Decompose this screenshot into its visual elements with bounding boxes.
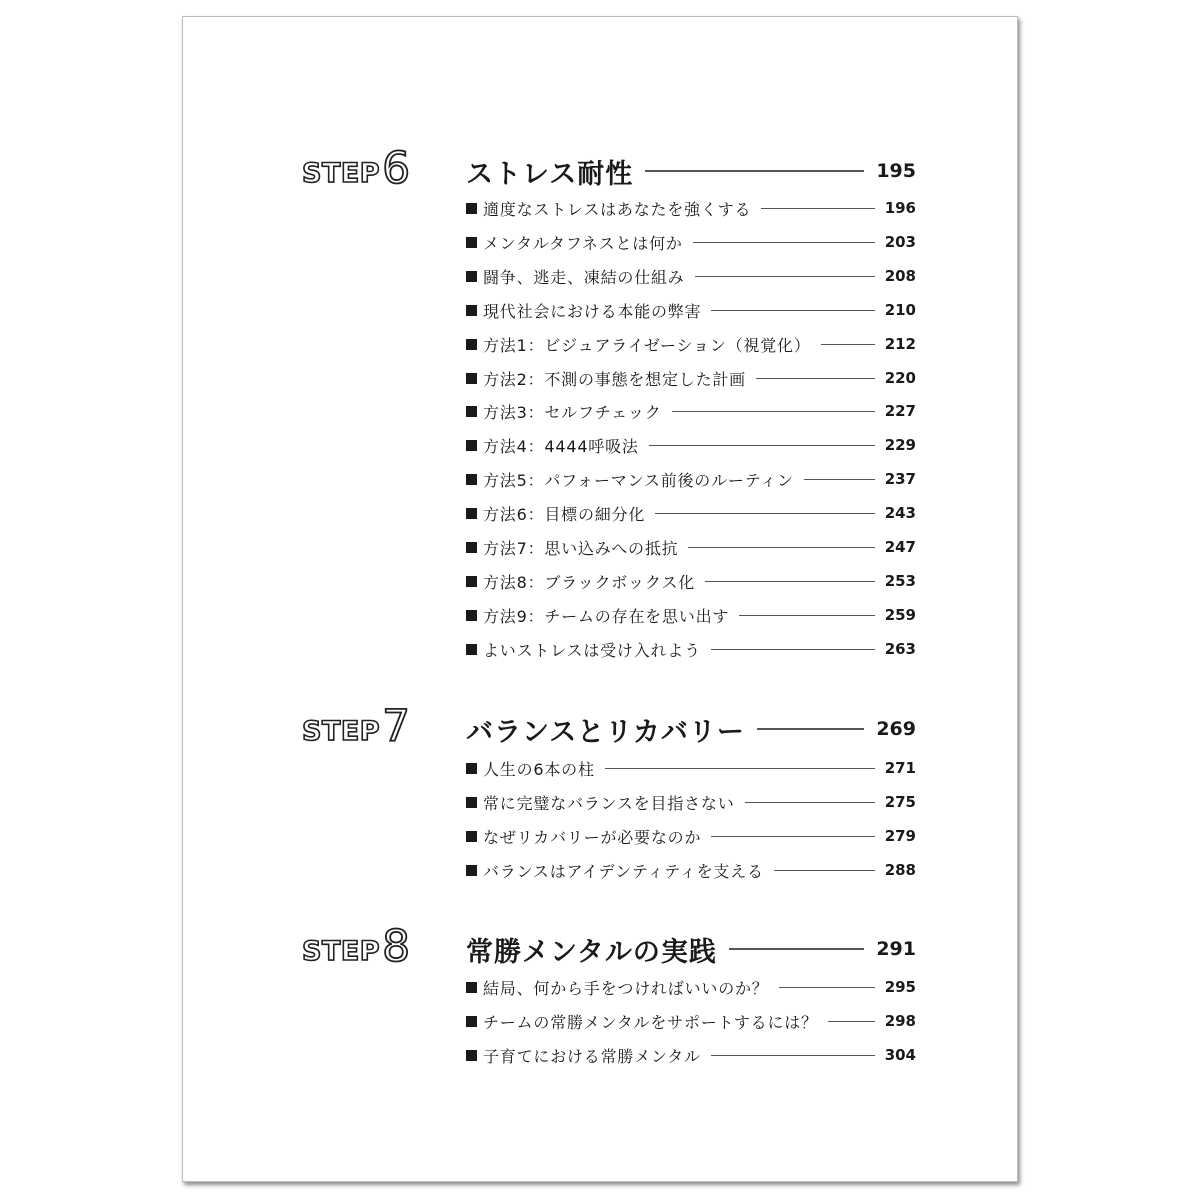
entry-title: 適度なストレスはあなたを強くする xyxy=(483,199,752,219)
leader-line xyxy=(672,411,875,412)
step-label xyxy=(302,143,434,194)
chapter-heading[interactable] xyxy=(466,711,916,747)
leader-line xyxy=(739,615,875,616)
chapter-title: バランスとリカバリー xyxy=(466,716,745,748)
square-bullet-icon xyxy=(466,797,477,808)
toc-entry[interactable] xyxy=(466,332,916,356)
entry-page-number: 220 xyxy=(884,369,916,387)
entry-page-number: 304 xyxy=(884,1046,916,1064)
entry-title: 常に完璧なバランスを目指さない xyxy=(483,793,735,813)
square-bullet-icon xyxy=(466,305,477,316)
entry-title: 方法1：ビジュアライゼーション（視覚化） xyxy=(483,335,811,355)
toc-entry[interactable] xyxy=(466,824,916,848)
entry-title: 闘争、逃走、凍結の仕組み xyxy=(483,267,685,287)
entry-page-number: 279 xyxy=(884,827,916,845)
book-page xyxy=(182,16,1018,1182)
toc-entry[interactable] xyxy=(466,535,916,559)
entry-title: 方法6：目標の細分化 xyxy=(483,504,646,524)
entry-title: 方法3：セルフチェック xyxy=(483,402,662,422)
entry-title: 方法9：チームの存在を思い出す xyxy=(483,606,730,626)
square-bullet-icon xyxy=(466,610,477,621)
leader-line xyxy=(693,242,875,243)
chapter-heading[interactable] xyxy=(466,931,916,967)
step-number: 6 xyxy=(382,143,411,194)
entry-page-number: 271 xyxy=(884,759,916,777)
chapter-page-number: 269 xyxy=(876,718,916,740)
entry-title: チームの常勝メンタルをサポートするには？ xyxy=(483,1012,818,1032)
chapter-title: ストレス耐性 xyxy=(466,158,634,190)
entry-page-number: 288 xyxy=(884,861,916,879)
square-bullet-icon xyxy=(466,339,477,350)
square-bullet-icon xyxy=(466,576,477,587)
toc-entry[interactable] xyxy=(466,637,916,661)
entry-title: よいストレスは受け入れよう xyxy=(483,640,701,660)
entry-title: 方法4：4444呼吸法 xyxy=(483,436,639,456)
square-bullet-icon xyxy=(466,644,477,655)
chapter-page-number: 291 xyxy=(876,938,916,960)
square-bullet-icon xyxy=(466,373,477,384)
square-bullet-icon xyxy=(466,1016,477,1027)
toc-entry[interactable] xyxy=(466,298,916,322)
leader-line xyxy=(695,276,875,277)
chapter-heading[interactable] xyxy=(466,153,916,189)
step-number: 8 xyxy=(382,921,411,972)
toc-entry[interactable] xyxy=(466,467,916,491)
toc-entry[interactable] xyxy=(466,366,916,390)
entry-page-number: 212 xyxy=(884,335,916,353)
entry-page-number: 298 xyxy=(884,1012,916,1030)
leader-line xyxy=(645,170,864,172)
leader-line xyxy=(711,310,874,311)
leader-line xyxy=(761,208,874,209)
square-bullet-icon xyxy=(466,1050,477,1061)
leader-line xyxy=(779,987,875,988)
square-bullet-icon xyxy=(466,440,477,451)
entry-page-number: 210 xyxy=(884,301,916,319)
leader-line xyxy=(756,378,875,379)
leader-line xyxy=(711,649,875,650)
leader-line xyxy=(711,1055,875,1056)
leader-line xyxy=(757,728,864,730)
square-bullet-icon xyxy=(466,865,477,876)
entry-page-number: 275 xyxy=(884,793,916,811)
entry-page-number: 253 xyxy=(884,572,916,590)
square-bullet-icon xyxy=(466,982,477,993)
toc-entry[interactable] xyxy=(466,790,916,814)
toc-entry[interactable] xyxy=(466,264,916,288)
entry-title: 結局、何から手をつければいいのか？ xyxy=(483,978,769,998)
entry-title: 方法7：思い込みへの抵抗 xyxy=(483,538,679,558)
square-bullet-icon xyxy=(466,237,477,248)
leader-line xyxy=(711,836,874,837)
entry-page-number: 247 xyxy=(884,538,916,556)
leader-line xyxy=(705,581,875,582)
step-label xyxy=(302,701,434,752)
leader-line xyxy=(774,870,875,871)
toc-entry[interactable] xyxy=(466,501,916,525)
leader-line xyxy=(688,547,874,548)
leader-line xyxy=(804,479,875,480)
entry-page-number: 237 xyxy=(884,470,916,488)
square-bullet-icon xyxy=(466,203,477,214)
entry-page-number: 196 xyxy=(884,199,916,217)
step-word: STEP xyxy=(302,936,381,967)
toc-entry[interactable] xyxy=(466,975,916,999)
toc-entry[interactable] xyxy=(466,230,916,254)
entry-page-number: 227 xyxy=(884,402,916,420)
square-bullet-icon xyxy=(466,542,477,553)
entry-title: 子育てにおける常勝メンタル xyxy=(483,1046,701,1066)
step-label xyxy=(302,921,434,972)
entry-title: 方法5：パフォーマンス前後のルーティン xyxy=(483,470,794,490)
leader-line xyxy=(828,1021,875,1022)
entry-page-number: 243 xyxy=(884,504,916,522)
leader-line xyxy=(821,344,875,345)
entry-page-number: 259 xyxy=(884,606,916,624)
step-word: STEP xyxy=(302,158,381,189)
square-bullet-icon xyxy=(466,474,477,485)
entry-page-number: 203 xyxy=(884,233,916,251)
leader-line xyxy=(649,445,875,446)
square-bullet-icon xyxy=(466,763,477,774)
toc-entry[interactable] xyxy=(466,756,916,780)
toc-entry[interactable] xyxy=(466,196,916,220)
square-bullet-icon xyxy=(466,406,477,417)
step-number: 7 xyxy=(382,701,411,752)
entry-title: 方法2：不測の事態を想定した計画 xyxy=(483,369,746,389)
toc-entry[interactable] xyxy=(466,1043,916,1067)
leader-line xyxy=(605,768,875,769)
chapter-page-number: 195 xyxy=(876,160,916,182)
entry-page-number: 229 xyxy=(884,436,916,454)
toc-entry[interactable] xyxy=(466,433,916,457)
square-bullet-icon xyxy=(466,271,477,282)
step-word: STEP xyxy=(302,716,381,747)
square-bullet-icon xyxy=(466,508,477,519)
toc-entry[interactable] xyxy=(466,1009,916,1033)
leader-line xyxy=(745,802,875,803)
entry-title: バランスはアイデンティティを支える xyxy=(483,861,764,881)
leader-line xyxy=(655,513,875,514)
entry-title: 方法8：ブラックボックス化 xyxy=(483,572,696,592)
toc-entry[interactable] xyxy=(466,399,916,423)
toc-entry[interactable] xyxy=(466,569,916,593)
entry-title: 人生の6本の柱 xyxy=(483,759,595,779)
entry-page-number: 208 xyxy=(884,267,916,285)
square-bullet-icon xyxy=(466,831,477,842)
entry-page-number: 295 xyxy=(884,978,916,996)
toc-entry[interactable] xyxy=(466,858,916,882)
entry-title: メンタルタフネスとは何か xyxy=(483,233,683,253)
entry-title: 現代社会における本能の弊害 xyxy=(483,301,702,321)
toc-entry[interactable] xyxy=(466,603,916,627)
entry-page-number: 263 xyxy=(884,640,916,658)
chapter-title: 常勝メンタルの実践 xyxy=(466,936,717,968)
leader-line xyxy=(729,948,864,950)
entry-title: なぜリカバリーが必要なのか xyxy=(483,827,702,847)
